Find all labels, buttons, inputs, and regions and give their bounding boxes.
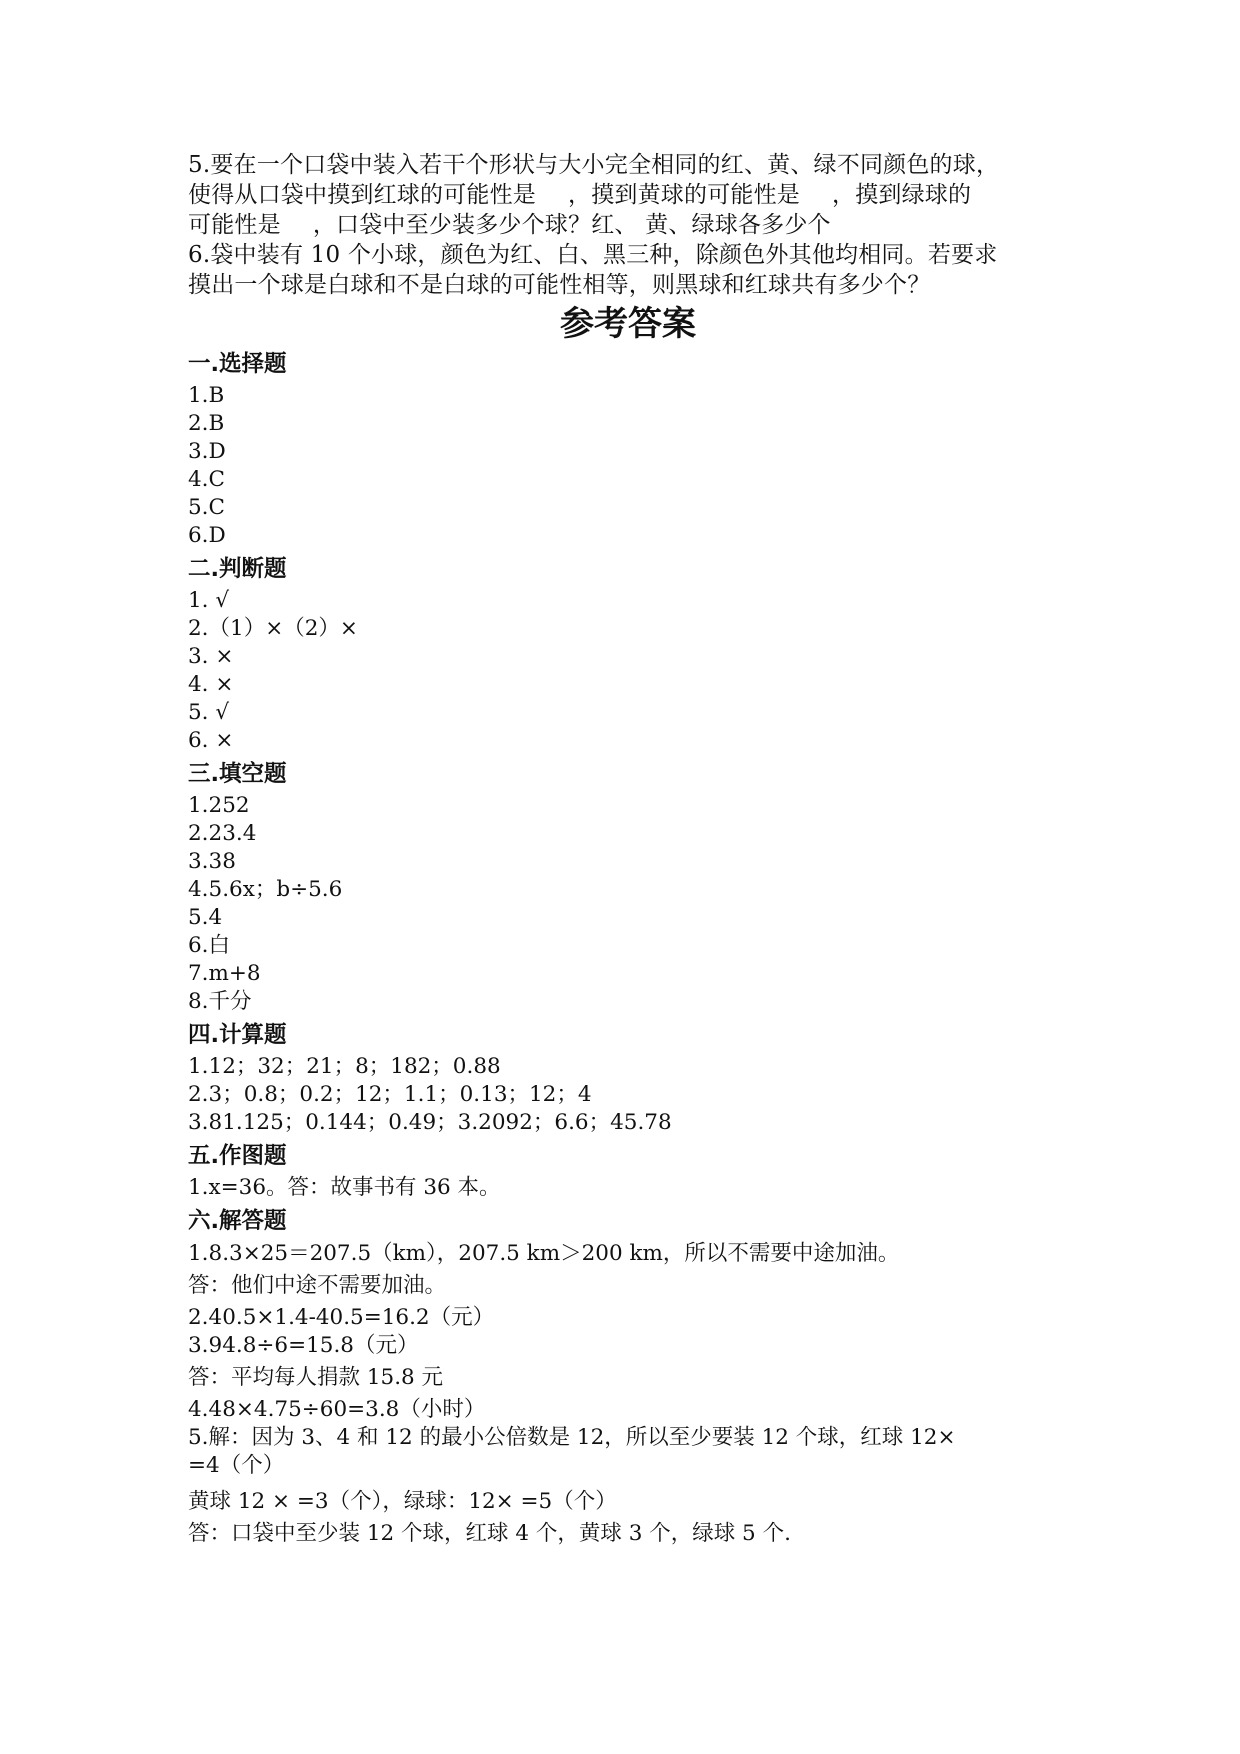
answer-item: 1.B [188,383,225,408]
question-5-text: ，口袋中至少装多少个球？红、 黄、绿球各多少个 [312,212,831,238]
answer-item: 1.252 [188,793,250,818]
answer-item: 5. √ [188,700,230,725]
answer-item: 5.4 [188,905,223,930]
answer-item: 2.40.5×1.4-40.5=16.2（元） [188,1305,495,1330]
answer-item: 6.白 [188,933,231,958]
answer-item: 2.（1）×（2）× [188,616,358,641]
answer-item: 1. √ [188,588,230,613]
question-5-text: 可能性是 [188,212,281,238]
question-5-line-2 [188,180,971,210]
answer-item: 答：他们中途不需要加油。 [188,1273,447,1298]
answer-item: 3.D [188,439,226,464]
question-6-line-2: 摸出一个球是白球和不是白球的可能性相等，则黑球和红球共有多少个？ [188,272,931,298]
question-6-line-1: 6.袋中装有 10 个小球，颜色为红、白、黑三种，除颜色外其他均相同。若要求 [188,242,998,268]
answer-item: 2.3；0.8；0.2；12；1.1；0.13；12；4 [188,1082,592,1107]
section-heading-calculation: 四.计算题 [188,1022,287,1048]
answer-item: =4（个） [188,1453,285,1478]
answer-item: 1.8.3×25＝207.5（km），207.5 km＞200 km，所以不需要中途加油。 [188,1241,900,1266]
answer-item: 2.B [188,411,225,436]
answer-item: 6. × [188,728,234,753]
answer-item: 2.23.4 [188,821,257,846]
answer-item: 答：口袋中至少装 12 个球，红球 4 个，黄球 3 个，绿球 5 个. [188,1521,791,1546]
answer-item: 5.C [188,495,225,520]
answer-item: 7.m+8 [188,961,261,986]
answer-title: 参考答案 [560,304,696,344]
answer-item: 3.81.125；0.144；0.49；3.2092；6.6；45.78 [188,1110,672,1135]
question-5-text: 使得从口袋中摸到红球的可能性是 [188,182,536,208]
answer-item: 5.解：因为 3、4 和 12 的最小公倍数是 12，所以至少要装 12 个球，红球 12× [188,1425,956,1450]
answer-item: 黄球 12 × =3（个），绿球：12× =5（个） [188,1489,617,1514]
answer-item: 3.94.8÷6=15.8（元） [188,1333,419,1358]
answer-item: 4.48×4.75÷60=3.8（小时） [188,1397,486,1422]
answer-item: 答：平均每人捐款 15.8 元 [188,1365,444,1390]
section-heading-judgement: 二.判断题 [188,556,287,582]
question-5-line-3 [188,210,831,240]
answer-item: 4.5.6x；b÷5.6 [188,877,343,902]
question-5-line-1: 5.要在一个口袋中装入若干个形状与大小完全相同的红、黄、绿不同颜色的球， [188,152,1000,178]
answer-item: 8.千分 [188,989,252,1014]
section-heading-drawing: 五.作图题 [188,1143,287,1169]
answer-item: 3. × [188,644,234,669]
section-heading-solution: 六.解答题 [188,1208,287,1234]
question-5-text: ，摸到绿球的 [832,182,972,208]
answer-item: 1.x=36。答：故事书有 36 本。 [188,1175,501,1200]
answer-item: 1.12；32；21；8；182；0.88 [188,1054,501,1079]
question-5-text: ，摸到黄球的可能性是 [568,182,800,208]
section-heading-fill-blank: 三.填空题 [188,761,287,787]
answer-item: 4. × [188,672,234,697]
answer-item: 4.C [188,467,225,492]
answer-item: 6.D [188,523,226,548]
section-heading-choice: 一.选择题 [188,351,287,377]
answer-item: 3.38 [188,849,236,874]
